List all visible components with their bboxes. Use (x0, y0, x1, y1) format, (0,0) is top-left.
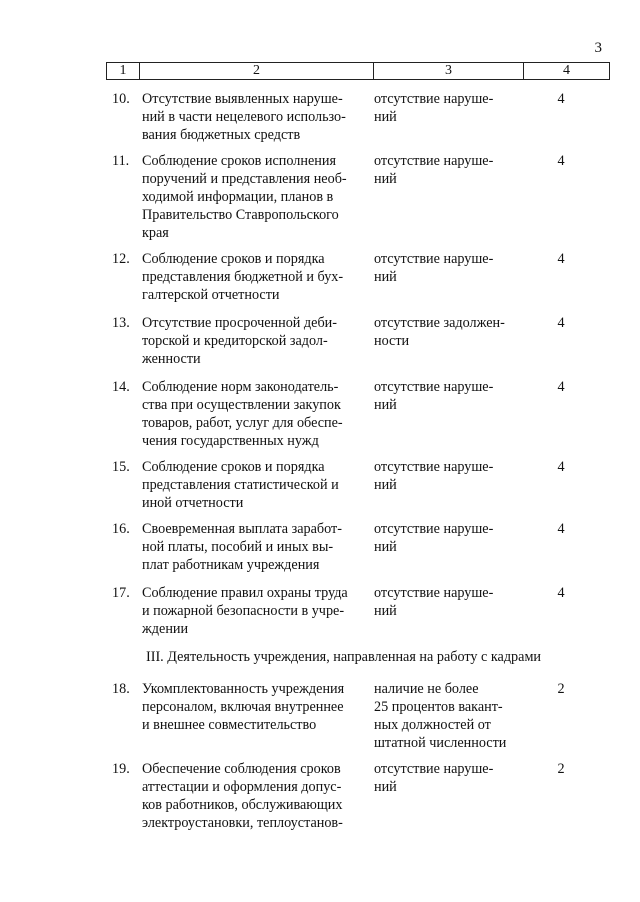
row-number: 11. (112, 153, 130, 169)
row-number: 14. (112, 379, 130, 395)
row-number: 12. (112, 251, 130, 267)
row-description: Соблюдение правил охраны труда и пожарной безопасности в учре- ждении (142, 585, 348, 637)
row-score: 4 (557, 315, 565, 331)
row-criterion: отсутствие наруше- ний (374, 379, 494, 413)
row-score: 4 (557, 91, 565, 107)
page-number: 3 (594, 40, 602, 56)
row-description: Соблюдение сроков и порядка представления статистической и иной отчетности (142, 459, 339, 511)
row-description: Соблюдение сроков и порядка представления бюджетной и бух- галтерской отчетности (142, 251, 344, 303)
row-criterion: отсутствие задолжен- ности (374, 315, 505, 349)
row-score: 4 (557, 521, 565, 537)
row-description: Обеспечение соблюдения сроков аттестации и оформления допус- ков работников, обслуживающих электроустановки, теплоустанов- (142, 761, 343, 831)
header-col-3: 3 (374, 63, 524, 79)
header-col-2: 2 (140, 63, 374, 79)
row-number: 19. (112, 761, 130, 777)
row-criterion: отсутствие наруше- ний (374, 585, 494, 619)
row-number: 16. (112, 521, 130, 537)
row-criterion: отсутствие наруше- ний (374, 459, 494, 493)
row-score: 4 (557, 459, 565, 475)
row-description: Соблюдение сроков исполнения поручений и представления необ- ходимой информации, планов в Правительство Ставропольского края (142, 153, 347, 241)
row-criterion: отсутствие наруше- ний (374, 521, 494, 555)
header-col-4: 4 (563, 63, 570, 78)
row-score: 4 (557, 379, 565, 395)
row-score: 2 (557, 761, 565, 777)
row-criterion: наличие не более 25 процентов вакант- ных должностей от штатной численности (374, 681, 507, 751)
table-header-row (106, 62, 610, 80)
row-description: Отсутствие просроченной деби- торской и кредиторской задол- женности (142, 315, 337, 367)
row-score: 4 (557, 585, 565, 601)
row-criterion: отсутствие наруше- ний (374, 153, 494, 187)
row-description: Своевременная выплата заработ- ной платы, пособий и иных вы- плат работникам учреждения (142, 521, 342, 573)
row-description: Укомплектованность учреждения персоналом, включая внутреннее и внешнее совместительство (142, 681, 345, 733)
row-number: 18. (112, 681, 130, 697)
row-description: Отсутствие выявленных наруше- ний в части нецелевого использо- вания бюджетных средств (142, 91, 346, 143)
section-title: III. Деятельность учреждения, направленная на работу с кадрами (146, 649, 542, 665)
row-criterion: отсутствие наруше- ний (374, 251, 494, 285)
row-score: 4 (557, 251, 565, 267)
row-number: 17. (112, 585, 130, 601)
row-number: 15. (112, 459, 130, 475)
row-criterion: отсутствие наруше- ний (374, 91, 494, 125)
row-score: 4 (557, 153, 565, 169)
row-score: 2 (557, 681, 565, 697)
row-number: 10. (112, 91, 130, 107)
row-number: 13. (112, 315, 130, 331)
header-col-1: 1 (107, 63, 140, 79)
row-description: Соблюдение норм законодатель- ства при осуществлении закупок товаров, работ, услуг для обеспе- чения государственных нужд (142, 379, 343, 449)
row-criterion: отсутствие наруше- ний (374, 761, 494, 795)
